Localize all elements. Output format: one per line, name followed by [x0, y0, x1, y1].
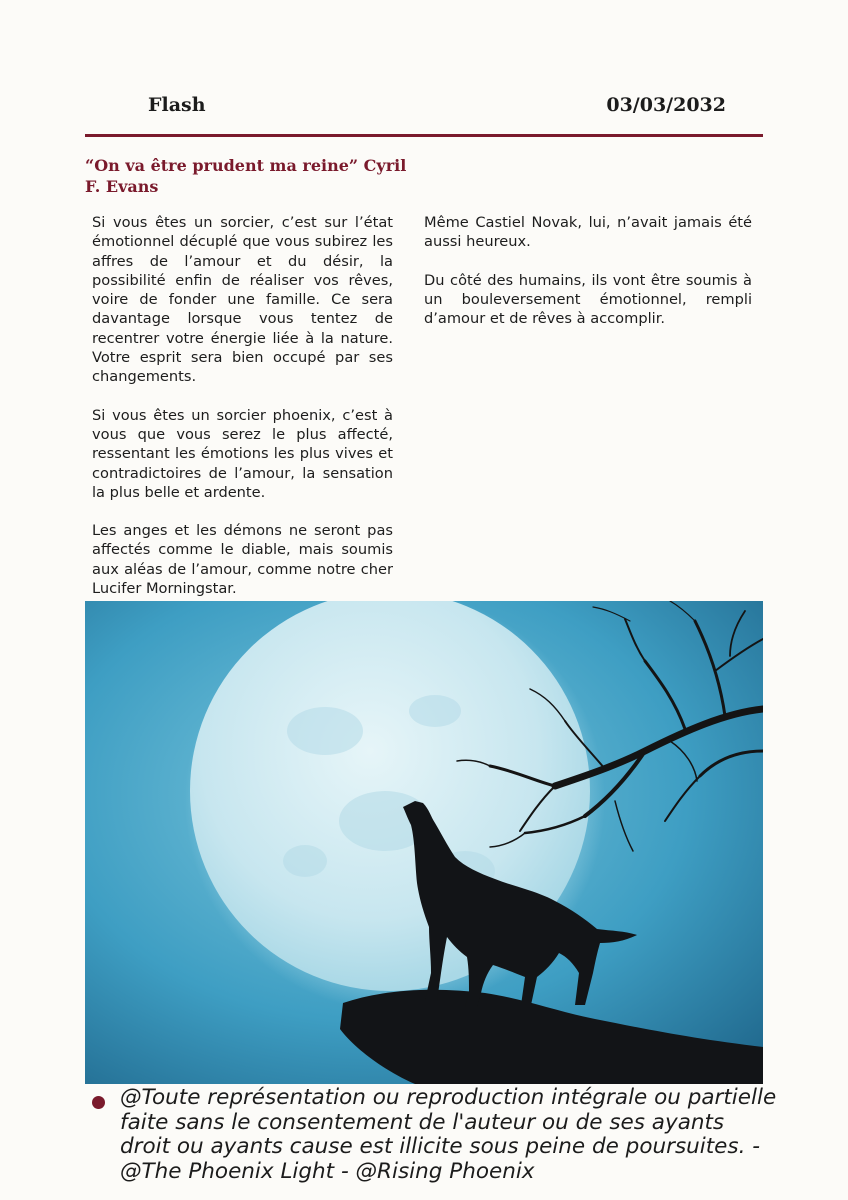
paragraph: Les anges et les démons ne seront pas affectés comme le diable, mais soumis aux aléas de l’amour, comme notre cher Lucifer Morningstar. [92, 522, 393, 598]
wolf-howling-moon-illustration [85, 601, 763, 1084]
paragraph: Si vous êtes un sorcier phoenix, c’est à vous que vous serez le plus affecté, ressentant les émotions les plus vives et contradictoires de l’amour, la sensation la plus belle et ardente. [92, 406, 393, 501]
article-right-column [424, 213, 752, 347]
article-left-column [92, 213, 393, 617]
section-label: Flash [148, 94, 206, 116]
paragraph: Même Castiel Novak, lui, n’avait jamais été aussi heureux. [424, 214, 752, 251]
bullet-icon [92, 1096, 105, 1109]
article-quote-title: “On va être prudent ma reine” Cyril F. Evans [85, 156, 407, 196]
issue-date: 03/03/2032 [606, 94, 726, 116]
header-divider [85, 134, 763, 137]
copyright-text: @Toute représentation ou reproduction intégrale ou partielle faite sans le consentement de l'auteur ou de ses ayants droit ou ayants cause est illicite sous peine de poursuites. - @The Phoenix Light - @Rising Phoenix [120, 1085, 777, 1184]
paragraph: Du côté des humains, ils vont être soumis à un bouleversement émotionnel, rempli d’amour et de rêves à accomplir. [424, 271, 752, 328]
paragraph: Si vous êtes un sorcier, c’est sur l’état émotionnel décuplé que vous subirez les affres de l’amour et du désir, la possibilité enfin de réaliser vos rêves, voire de fonder une famille. Ce sera davantage lorsque vous tentez de recentrer votre énergie liée à la nature. Votre esprit sera bien occupé par ses changements. [92, 214, 393, 386]
